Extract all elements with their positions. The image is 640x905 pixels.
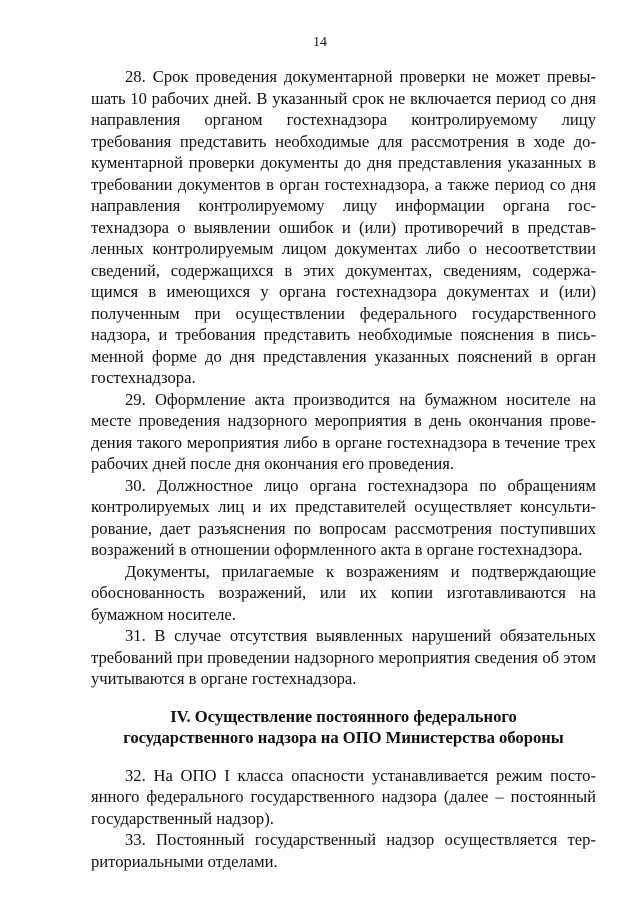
paragraph-28: 28. Срок проведения документарной проверки не может превышать 10 рабочих дней. В указанный срок не включается период со дня направления органом гостехнадзора контролируемому лицу требования представить необходимые для рассмотрения в ходе документарной проверки документы до дня представления указанных в требовании документов в орган гостехнадзора, а также период со дня направления контролируемому лицу информации органа гостехнадзора о выявлении ошибок и (или) противоречий в представленных контролируемым лицом документах либо о несоответствии сведений, содержащихся в этих документах, сведениям, содержащимся в имеющихся у органа гостехнадзора документах и (или) полученным при осуществлении федерального государственного надзора, и требования представить необходимые пояснения в письменной форме до дня представления указанных пояснений в орган гостехнадзора. xyxy=(91,67,596,387)
paragraph-30: 30. Должностное лицо органа гостехнадзора по обращениям контролируемых лиц и их представителей осуществляет консультирование, дает разъяснения по вопросам рассмотрения поступивших возражений в отношении оформленного акта в органе гостехнадзора. xyxy=(91,475,596,559)
paragraph-30-documents: Документы, прилагаемые к возражениям и подтверждающие обоснованность возражений, или их копии изготавливаются на бумажном носителе. xyxy=(91,561,596,624)
document-body xyxy=(91,66,596,872)
paragraph-32: 32. На ОПО I класса опасности устанавливается режим постоянного федерального государственного надзора (далее – постоянный государственный надзор). xyxy=(91,765,596,828)
section-heading-line-2: государственного надзора на ОПО Министерства обороны xyxy=(123,728,564,747)
page-number: 14 xyxy=(313,35,327,50)
section-heading-line-1: IV. Осуществление постоянного федерального xyxy=(170,706,517,726)
paragraph-29: 29. Оформление акта производится на бумажном носителе на месте проведения надзорного мероприятия в день окончания проведения такого мероприятия либо в органе гостехнадзора в течение трех рабочих дней после дня окончания его проведения. xyxy=(91,389,596,473)
section-heading xyxy=(91,706,596,749)
paragraph-33: 33. Постоянный государственный надзор осуществляется территориальными отделами. xyxy=(91,830,596,871)
paragraph-31: 31. В случае отсутствия выявленных нарушений обязательных требований при проведении надзорного мероприятия сведения об этом учитываются в органе гостехнадзора. xyxy=(91,626,596,688)
